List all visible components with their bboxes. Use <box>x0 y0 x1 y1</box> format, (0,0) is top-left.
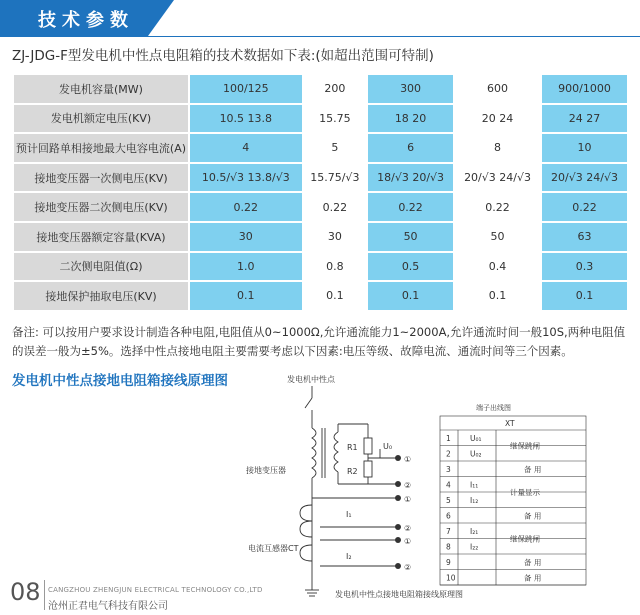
company-name-en: CANGZHOU ZHENGJUN ELECTRICAL TECHNOLOGY CO.,LTD <box>48 586 263 594</box>
resistor-r2 <box>364 461 372 477</box>
table-cell: 63 <box>542 223 627 251</box>
table-cell: 15.75 <box>304 105 366 133</box>
terminal-function: 备 用 <box>524 511 542 521</box>
table-cell: 10.5/√3 13.8/√3 <box>190 164 302 192</box>
terminal-function: 继保跳闸 <box>510 534 540 544</box>
terminal-signal: I₂₁ <box>470 527 479 536</box>
table-cell: 0.1 <box>368 282 453 310</box>
terminal-number: 8 <box>446 542 451 552</box>
i1-label: I₁ <box>346 510 352 519</box>
table-cell: 0.22 <box>455 193 540 221</box>
terminal-dot <box>395 495 401 501</box>
company-name-cn: 沧州正君电气科技有限公司 <box>48 601 168 612</box>
terminal-number: 7 <box>446 527 451 536</box>
table-cell: 100/125 <box>190 75 302 103</box>
terminal-signal: I₂₂ <box>470 542 479 552</box>
row-label: 二次侧电阻值(Ω) <box>14 253 188 281</box>
terminal-label-2: ② <box>404 481 412 490</box>
row-label: 预计回路单相接地最大电容电流(A) <box>14 134 188 162</box>
section-title: 技术参数 <box>38 10 134 31</box>
table-cell: 0.5 <box>368 253 453 281</box>
terminal-number: 6 <box>446 511 451 521</box>
table-cell: 0.1 <box>190 282 302 310</box>
terminal-signal: I₁₁ <box>470 480 479 490</box>
resistor-r1 <box>364 438 372 454</box>
row-label: 发电机额定电压(KV) <box>14 105 188 133</box>
terminal-number: 5 <box>446 496 451 505</box>
ct-coil-2 <box>300 521 312 537</box>
table-cell: 30 <box>190 223 302 251</box>
terminal-number: 1 <box>446 434 451 443</box>
table-cell: 300 <box>368 75 453 103</box>
ct-label: 电流互感器CT <box>248 544 299 553</box>
terminal-dot <box>395 455 401 461</box>
terminal-function: 备 用 <box>524 465 542 474</box>
table-cell: 0.22 <box>542 193 627 221</box>
neutral-label: 发电机中性点 <box>287 375 335 384</box>
u0-label: U₀ <box>383 442 393 451</box>
table-cell: 18/√3 20/√3 <box>368 164 453 192</box>
terminal-block-title: 端子出线图 <box>476 404 511 412</box>
terminal-label-2: ② <box>404 524 412 533</box>
diagram-title: 发电机中性点接地电阻箱接线原理图 <box>12 373 228 389</box>
terminal-dot <box>395 524 401 530</box>
table-cell: 50 <box>455 223 540 251</box>
terminal-number: 10 <box>446 573 456 583</box>
primary-coil <box>312 428 316 478</box>
diagram-caption: 发电机中性点接地电阻箱接线原理图 <box>335 590 463 599</box>
i2-label: I₂ <box>346 552 352 561</box>
table-cell: 0.8 <box>304 253 366 281</box>
table-cell: 10.5 13.8 <box>190 105 302 133</box>
table-cell: 600 <box>455 75 540 103</box>
terminal-function: 继保跳闸 <box>510 441 540 451</box>
remark-note: 备注: 可以按用户要求设计制造各种电阻,电阻值从0~1000Ω,允许通流能力1~2000A,允许通流时间一般10S,两种电阻值的误差一般为±5%。选择中性点接地电阻主要需要考虑以下因素:电压等级、故障电流、通流时间等三个因素。 <box>12 325 626 358</box>
terminal-function: 备 用 <box>524 558 542 567</box>
terminal-label-1: ① <box>404 537 412 546</box>
terminal-dot <box>395 563 401 569</box>
switch-blade <box>305 398 312 408</box>
row-label: 接地变压器一次侧电压(KV) <box>14 164 188 192</box>
table-cell: 20/√3 24/√3 <box>455 164 540 192</box>
table-cell: 30 <box>304 223 366 251</box>
table-cell: 4 <box>190 134 302 162</box>
table-cell: 0.4 <box>455 253 540 281</box>
terminal-dot <box>395 537 401 543</box>
ct-coil-3 <box>300 545 312 561</box>
table-cell: 20/√3 24/√3 <box>542 164 627 192</box>
terminal-function: 备 用 <box>524 573 542 583</box>
table-subtitle: ZJ-JDG-F型发电机中性点电阻箱的技术数据如下表:(如超出范围可特制) <box>12 48 434 64</box>
table-cell: 0.22 <box>304 193 366 221</box>
terminal-number: 2 <box>446 449 451 459</box>
table-cell: 20 24 <box>455 105 540 133</box>
terminal-block-xt: XT <box>505 419 515 428</box>
terminal-number: 3 <box>446 465 451 474</box>
table-cell: 0.1 <box>455 282 540 310</box>
r2-label: R2 <box>347 467 358 476</box>
footer-divider <box>44 580 45 610</box>
table-cell: 200 <box>304 75 366 103</box>
secondary-coil <box>334 432 338 472</box>
table-cell: 0.3 <box>542 253 627 281</box>
row-label: 接地变压器二次侧电压(KV) <box>14 193 188 221</box>
transformer-label: 接地变压器 <box>246 466 286 475</box>
table-cell: 10 <box>542 134 627 162</box>
terminal-label-1: ① <box>404 455 412 464</box>
terminal-function: 计量显示 <box>510 488 540 497</box>
table-cell: 0.1 <box>304 282 366 310</box>
row-label: 接地保护抽取电压(KV) <box>14 282 188 310</box>
table-cell: 0.22 <box>190 193 302 221</box>
table-cell: 0.1 <box>542 282 627 310</box>
terminal-signal: U₀₁ <box>470 434 482 443</box>
terminal-number: 9 <box>446 558 451 567</box>
table-cell: 24 27 <box>542 105 627 133</box>
terminal-number: 4 <box>446 480 451 490</box>
terminal-signal: I₁₂ <box>470 496 479 505</box>
terminal-label-2: ② <box>404 563 412 572</box>
r1-label: R1 <box>347 443 358 452</box>
table-cell: 5 <box>304 134 366 162</box>
table-cell: 18 20 <box>368 105 453 133</box>
row-label: 接地变压器额定容量(KVA) <box>14 223 188 251</box>
ct-coil-1 <box>300 505 312 521</box>
table-cell: 6 <box>368 134 453 162</box>
table-cell: 15.75/√3 <box>304 164 366 192</box>
table-cell: 0.22 <box>368 193 453 221</box>
table-cell: 900/1000 <box>542 75 627 103</box>
table-cell: 8 <box>455 134 540 162</box>
table-cell: 50 <box>368 223 453 251</box>
row-label: 发电机容量(MW) <box>14 75 188 103</box>
page-number: 08 <box>10 578 41 606</box>
terminal-label-1: ① <box>404 495 412 504</box>
terminal-signal: U₀₂ <box>470 449 482 459</box>
terminal-dot <box>395 481 401 487</box>
table-cell: 1.0 <box>190 253 302 281</box>
